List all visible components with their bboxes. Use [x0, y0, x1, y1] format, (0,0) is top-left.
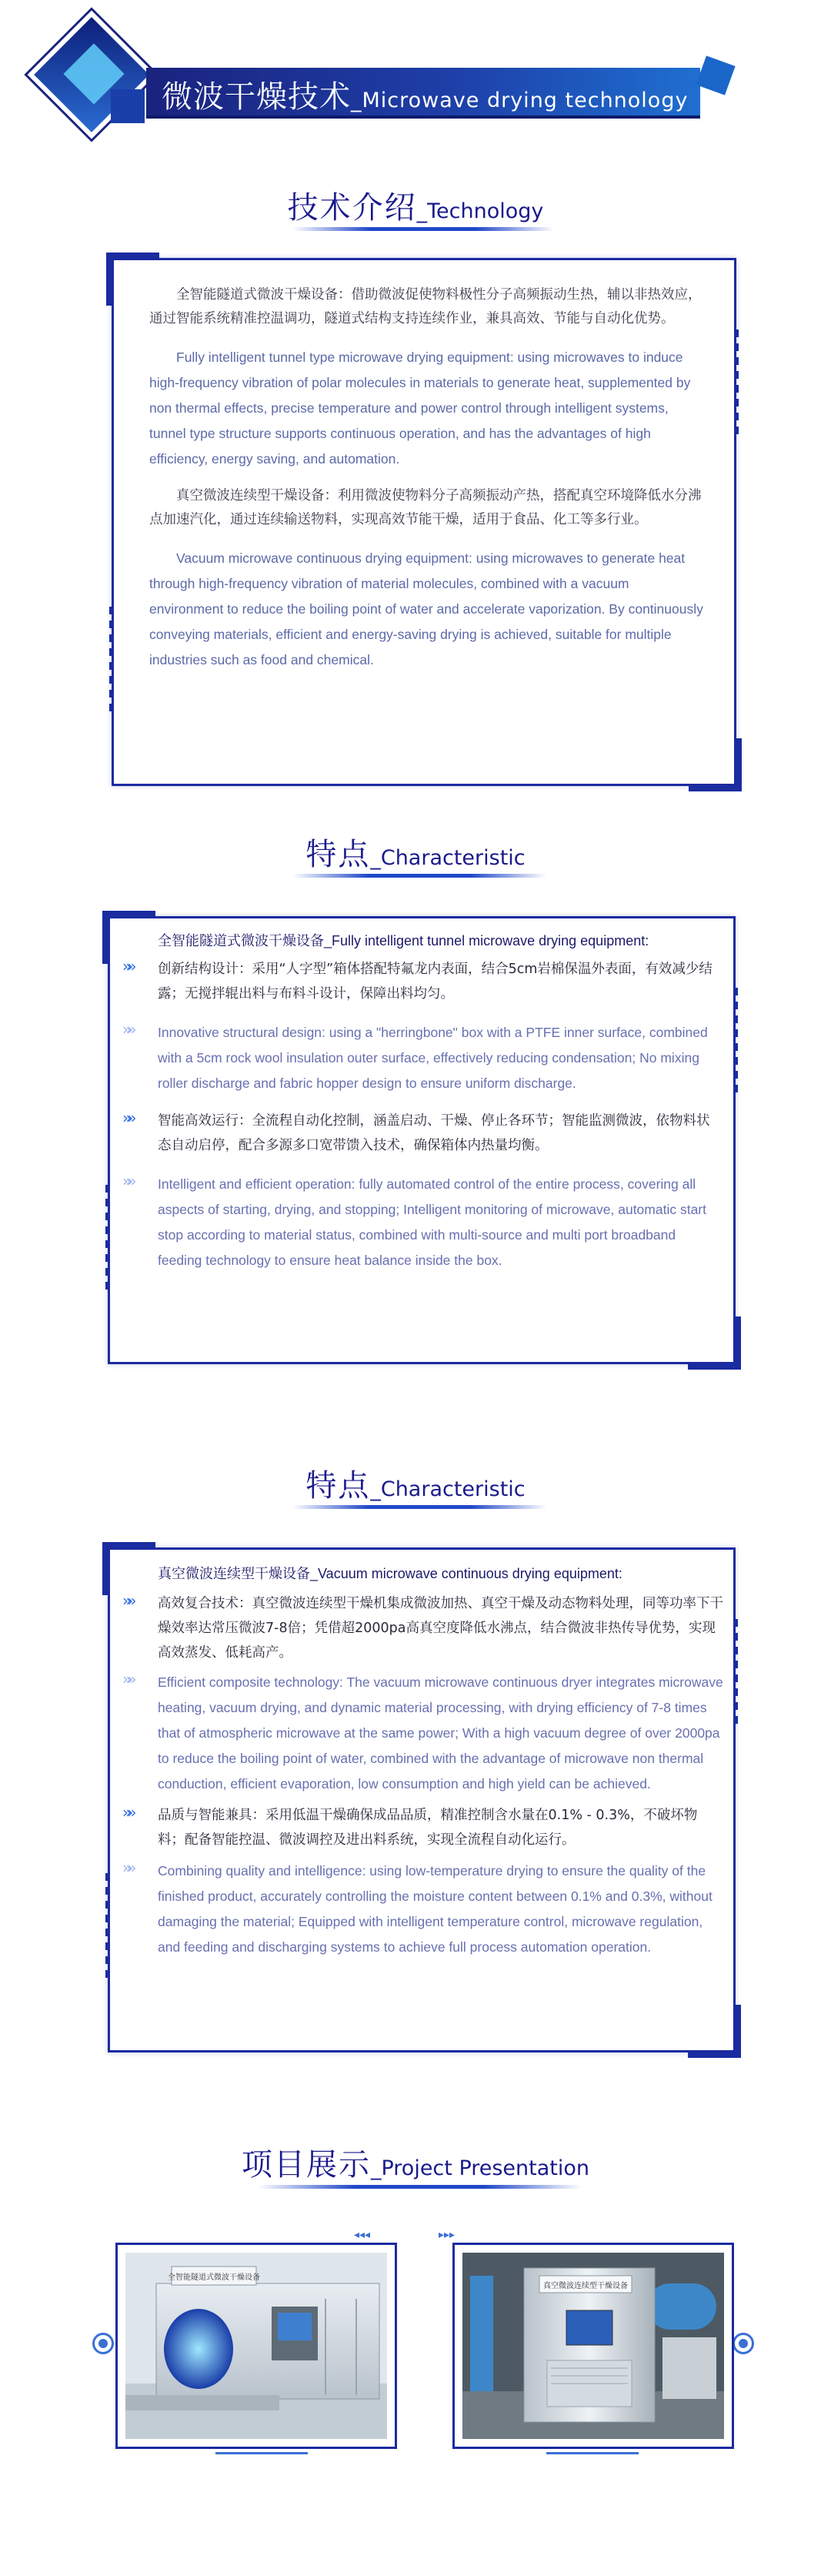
characteristic-2-title-zh: 特点: [305, 1468, 371, 1504]
list-item: [122, 1172, 719, 1273]
ring-decoration-icon: [733, 2333, 754, 2354]
photo-bottom-line: [215, 2452, 308, 2454]
technology-title-zh: 技术介绍: [287, 190, 417, 226]
feature-zh: 智能高效运行：全流程自动化控制，涵盖启动、干燥、停止各环节；智能监测微波，依物料状态自动启停，配合多源多口宽带馈入技术，确保箱体内热量均衡。: [158, 1113, 710, 1153]
photo-bottom-line: [546, 2452, 639, 2454]
project-title-en: _Project Presentation: [370, 2156, 590, 2180]
technology-title-underline: [292, 227, 554, 231]
box-side-dashes: [105, 1873, 108, 1981]
project-photo-1: [125, 2253, 387, 2439]
characteristic-1-box: [108, 916, 736, 1364]
header-banner: [46, 29, 716, 122]
project-photo-2: [462, 2253, 724, 2439]
feature-zh: 高效复合技术：真空微波连续型干燥机集成微波加热、真空干燥及动态物料处理，同等功率下干燥效率达常压微波7-8倍；凭借超2000pa高真空度降低水沸点，结合微波非热传导优势，实现高效蒸发、低耗高产。: [158, 1596, 723, 1661]
list-item: [122, 1670, 724, 1797]
tech-paragraph-2-en: Vacuum microwave continuous drying equipment: using microwaves to generate heat through high-frequency vibration of material molecules, combined with a vacuum environment to reduce the boiling point of water and accelerate vaporization. By continuously conveying materials, efficient and energy-saving drying is achieved, suitable for multiple industries such as food and chemical.: [149, 550, 703, 667]
dots-decoration-icon: ▸▸▸: [439, 2229, 456, 2241]
feature-zh: 品质与智能兼具：采用低温干燥确保成品品质，精准控制含水量在0.1% - 0.3%，不破坏物料；配备智能控温、微波调控及进出料系统，实现全流程自动化运行。: [158, 1808, 698, 1848]
box-side-dashes: [735, 988, 738, 1096]
header-square-decoration: [111, 89, 145, 123]
characteristic-2-title: [0, 1461, 831, 1505]
characteristic-2-box: [108, 1547, 736, 2052]
chevron-right-icon: »»: [122, 1591, 132, 1610]
tunnel-dryer-illustration: [125, 2253, 387, 2439]
feature-en: Efficient composite technology: The vacuum microwave continuous dryer integrates microwave heating, vacuum drying, and dynamic material processing, with drying efficiency of 7-8 times that of atmospheric microwave at the same power; With a high vacuum degree of over 2000pa to reduce the boiling point of water, combined with the advantage of microwave non thermal conduction, efficient evaporation, low consumption and high yield can be achieved.: [158, 1674, 723, 1791]
box-side-dashes: [735, 1619, 738, 1727]
page-title-en: _Microwave drying technology: [351, 89, 689, 112]
chevron-right-icon: »»: [122, 1803, 132, 1822]
chevron-right-icon: »»: [122, 1109, 132, 1127]
characteristic-1-underline: [292, 874, 546, 878]
chevron-right-icon: »»: [122, 957, 132, 975]
box-side-dashes: [109, 607, 112, 714]
characteristic-1-heading: 全智能隧道式微波干燥设备_Fully intelligent tunnel microwave drying equipment:: [158, 933, 649, 948]
photo-1-caption: 全智能隧道式微波干燥设备: [168, 2273, 260, 2282]
characteristic-1-title-zh: 特点: [305, 837, 371, 872]
project-photo-2-wrapper: [431, 2229, 754, 2460]
list-item: [122, 1020, 719, 1096]
chevron-right-icon: »»: [122, 1172, 132, 1190]
feature-en: Combining quality and intelligence: using low-temperature drying to ensure the quality of the finished product, accurately controlling the moisture content between 0.1% and 0.3%, without damaging the material; Equipped with intelligent temperature control, microwave regulation, and feeding and discharging systems to achieve full process automation operation.: [158, 1863, 713, 1955]
box-corner-decoration: [688, 2005, 741, 2058]
project-title-underline: [258, 2185, 581, 2189]
list-item: [122, 1803, 724, 1852]
feature-en: Innovative structural design: using a "herringbone" box with a PTFE inner surface, combined with a 5cm rock wool insulation outer surface, effectively reducing condensation; No mixing roller discharge and fabric hopper design to ensure uniform discharge.: [158, 1025, 708, 1091]
list-item: [122, 957, 719, 1006]
page-title: [162, 72, 688, 116]
characteristic-2-heading: 真空微波连续型干燥设备_Vacuum microwave continuous drying equipment:: [158, 1566, 622, 1581]
characteristic-2-underline: [292, 1505, 546, 1509]
box-corner-decoration: [689, 738, 742, 791]
header-corner-decoration: [696, 55, 735, 95]
feature-en: Intelligent and efficient operation: fully automated control of the entire process, covering all aspects of starting, drying, and stopping; Intelligent monitoring of microwave, automatic start stop according to material status, combined with multi-source and multi port broadband feeding technology to ensure heat balance inside the box.: [158, 1176, 706, 1268]
list-item: [122, 1109, 719, 1158]
tech-paragraph-1-zh: 全智能隧道式微波干燥设备：借助微波促使物料极性分子高频振动生热，辅以非热效应，通过智能系统精准控温调功，隧道式结构支持连续作业，兼具高效、节能与自动化优势。: [149, 287, 702, 326]
list-item: [122, 1591, 724, 1665]
project-title: [0, 2140, 831, 2184]
chevron-right-icon: »»: [122, 1670, 132, 1688]
characteristic-1-title: [0, 830, 831, 874]
characteristic-2-title-en: _Characteristic: [370, 1477, 526, 1501]
characteristic-1-title-en: _Characteristic: [370, 846, 526, 870]
ring-decoration-icon: [92, 2333, 114, 2354]
technology-title: [0, 183, 831, 227]
photo-2-caption: 真空微波连续型干燥设备: [543, 2282, 628, 2290]
page-title-zh: 微波干燥技术: [162, 79, 351, 115]
project-title-zh: 项目展示: [241, 2147, 371, 2183]
box-side-dashes: [105, 1185, 108, 1293]
vacuum-dryer-illustration: [462, 2253, 724, 2439]
technology-box: [112, 258, 736, 786]
chevron-right-icon: »»: [122, 1020, 132, 1039]
box-corner-decoration: [688, 1316, 741, 1370]
project-photo-2-frame: [452, 2243, 734, 2449]
project-photo-1-wrapper: [92, 2229, 416, 2460]
list-item: [122, 1858, 724, 1960]
tech-paragraph-1-en: Fully intelligent tunnel type microwave drying equipment: using microwaves to induce high-frequency vibration of polar molecules in materials to generate heat, supplemented by non thermal effects, precise temperature and power control through intelligent systems, tunnel type structure supports continuous operation, and has the advantages of high efficiency, energy saving, and automation.: [149, 350, 691, 467]
box-side-dashes: [736, 330, 739, 437]
dots-decoration-icon: ◂◂◂: [354, 2229, 371, 2241]
feature-zh: 创新结构设计：采用“人字型”箱体搭配特氟龙内表面，结合5cm岩棉保温外表面，有效减少结露；无搅拌辊出料与布料斗设计，保障出料均匀。: [158, 962, 713, 1002]
tech-paragraph-2-zh: 真空微波连续型干燥设备：利用微波使物料分子高频振动产热，搭配真空环境降低水分沸点加速汽化，通过连续输送物料，实现高效节能干燥，适用于食品、化工等多行业。: [149, 488, 702, 527]
technology-title-en: _Technology: [416, 199, 544, 223]
project-photo-1-frame: [115, 2243, 397, 2449]
chevron-right-icon: »»: [122, 1858, 132, 1877]
